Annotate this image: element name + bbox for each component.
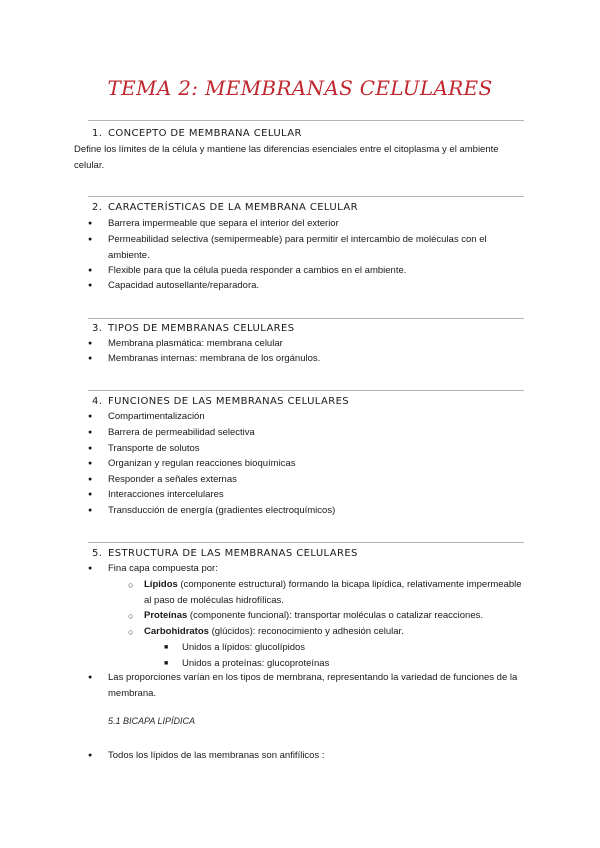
list-item: ● Flexible para que la célula pueda responder a cambios en el ambiente. bbox=[108, 263, 528, 279]
list-item: ● Interacciones intercelulares bbox=[108, 487, 528, 503]
list-item: ● Fina capa compuesta por: bbox=[108, 561, 528, 577]
section-divider bbox=[88, 390, 524, 391]
section-divider bbox=[88, 120, 524, 121]
section-divider bbox=[88, 542, 524, 543]
section-title: FUNCIONES DE LAS MEMBRANAS CELULARES bbox=[108, 396, 350, 407]
list-item: ● Permeabilidad selectiva (semipermeable) para permitir el intercambio de moléculas con el ambiente. bbox=[108, 232, 528, 264]
list-item: ● Organizan y regulan reacciones bioquímicas bbox=[108, 456, 528, 472]
component-desc: (componente estructural) formando la bicapa lipídica, relativamente impermeable al paso de moléculas hidrofílicas. bbox=[144, 579, 522, 606]
component-desc: (componente funcional): transportar moléculas o catalizar reacciones. bbox=[187, 610, 483, 621]
list-item: ● Barrera de permeabilidad selectiva bbox=[108, 425, 528, 441]
component-name: Lípidos bbox=[144, 579, 178, 590]
component-desc: (glúcidos): reconocimiento y adhesión celular. bbox=[208, 626, 404, 637]
document-title: TEMA 2: MEMBRANAS CELULARES bbox=[107, 76, 493, 100]
section-title: CARACTERÍSTICAS DE LA MEMBRANA CELULAR bbox=[108, 202, 358, 213]
component-name: Proteínas bbox=[144, 610, 188, 621]
section-number: 1. bbox=[92, 128, 103, 139]
sub-sub-list-item: ■ Unidos a proteínas: glucoproteínas bbox=[182, 656, 522, 672]
section-heading-4 bbox=[92, 396, 349, 407]
section-title: TIPOS DE MEMBRANAS CELULARES bbox=[108, 323, 295, 334]
section-heading-3 bbox=[92, 323, 295, 334]
list-item: ● Barrera impermeable que separa el interior del exterior bbox=[108, 216, 528, 232]
section-title: CONCEPTO DE MEMBRANA CELULAR bbox=[108, 128, 302, 139]
section-paragraph: Define los límites de la célula y mantiene las diferencias esenciales entre el citoplasma y el ambiente celular. bbox=[74, 144, 499, 171]
list-item: ● Membrana plasmática: membrana celular bbox=[108, 336, 528, 352]
section-heading-5 bbox=[92, 548, 358, 559]
list-item: ● Responder a señales externas bbox=[108, 472, 528, 488]
list-item: ● Capacidad autosellante/reparadora. bbox=[108, 278, 528, 294]
list-item: ● Transducción de energía (gradientes electroquímicos) bbox=[108, 503, 528, 519]
section-number: 5. bbox=[92, 548, 103, 559]
sub-sub-list-item: ■ Unidos a lípidos: glucolípidos bbox=[182, 640, 522, 656]
section-number: 4. bbox=[92, 396, 103, 407]
component-name: Carbohidratos bbox=[144, 626, 209, 637]
section-heading-1 bbox=[92, 128, 302, 139]
list-item: ● Membranas internas: membrana de los orgánulos. bbox=[108, 351, 528, 367]
section-divider bbox=[88, 196, 524, 197]
sub-list-item bbox=[144, 608, 528, 624]
section-number: 3. bbox=[92, 323, 103, 334]
list-item: ● Transporte de solutos bbox=[108, 441, 528, 457]
list-item: ● Compartimentalización bbox=[108, 409, 528, 425]
section-number: 2. bbox=[92, 202, 103, 213]
sub-list-item bbox=[144, 624, 528, 640]
section-divider bbox=[88, 318, 524, 319]
section-title: ESTRUCTURA DE LAS MEMBRANAS CELULARES bbox=[108, 548, 358, 559]
list-item: ● Las proporciones varían en los tipos de membrana, representando la variedad de funciones de la membrana. bbox=[108, 670, 528, 702]
list-item: ● Todos los lípidos de las membranas son anfifílicos : bbox=[108, 748, 528, 764]
section-heading-2 bbox=[92, 202, 358, 213]
sub-list-item bbox=[144, 577, 528, 609]
subsection-heading: 5.1 BICAPA LIPÍDICA bbox=[108, 716, 196, 726]
